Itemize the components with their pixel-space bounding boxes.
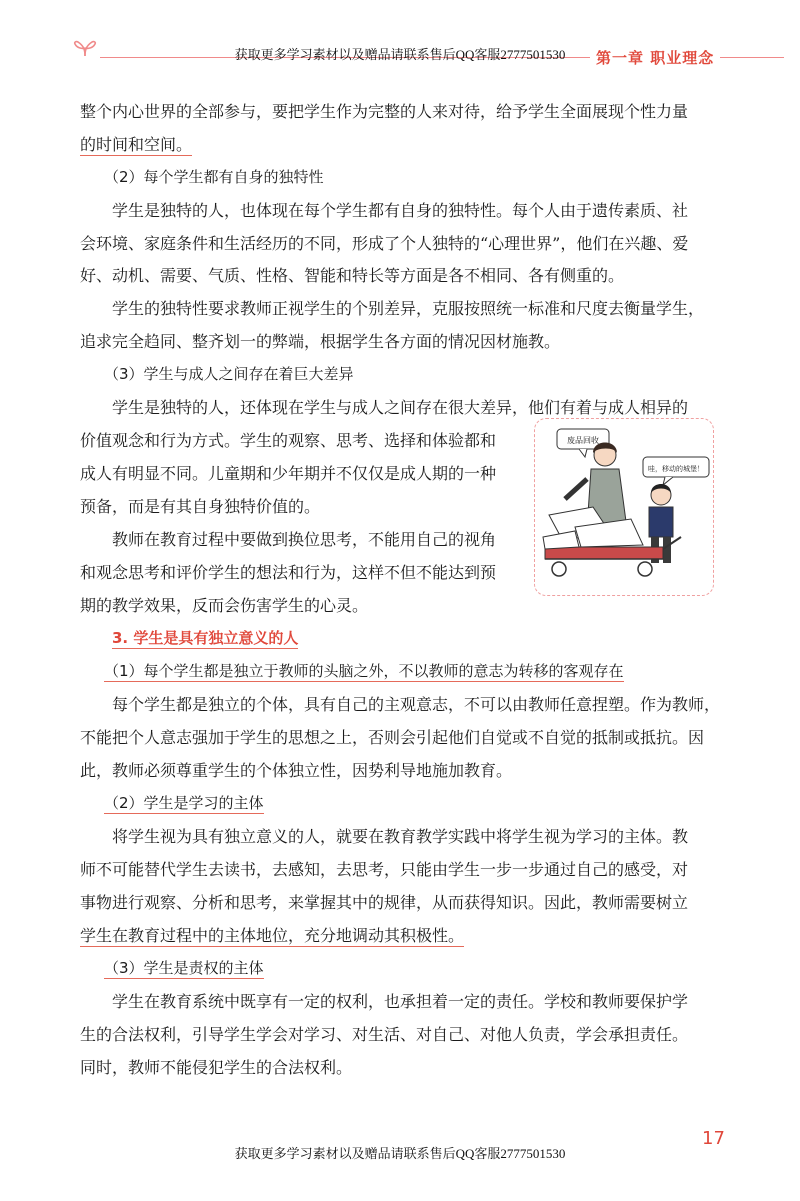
text-line [112,994,688,1010]
text-line [80,104,688,120]
subheading [104,961,264,976]
bubble-left-text: 废品回收 [567,436,599,445]
text-line [80,862,688,878]
text-line [112,203,688,219]
text-line [80,730,704,746]
section-heading [112,631,298,646]
recycling-scene-drawing [535,419,713,595]
text-line [80,334,560,350]
text-line [80,565,496,581]
header-watermark: 获取更多学习素材以及赠品请联系售后QQ客服2777501530 [234,47,566,62]
text-segment: 3. 学生是具有独立意义的人 [112,629,299,647]
text-segment: 此，教师必须尊重学生的个体独立性，因势利导地施加教育。 [80,761,513,780]
text-line [80,499,320,515]
text-line [80,137,192,153]
text-segment: 成人有明显不同。儿童期和少年期并不仅仅是成人期的一种 [80,464,497,483]
text-segment: （2）学生是学习的主体 [104,794,264,812]
text-segment: 学生在教育系统中既享有一定的权利，也承担着一定的责任。学校和教师要保护学 [112,992,689,1011]
page-number: 17 [702,1128,725,1149]
text-line [112,697,720,713]
text-segment: 事物进行观察、分析和思考，来掌握其中的规律，从而获得知识。因此，教师需要树立 [80,893,689,912]
text-segment: 追求完全趋同、整齐划一的弊端，根据学生各方面的情况因材施教。 [80,332,561,351]
text-line [80,466,496,482]
text-segment: 和观念思考和评价学生的想法和行为，这样不但不能达到预 [80,563,497,582]
subheading [104,796,264,811]
text-segment: 好、动机、需要、气质、性格、智能和特长等方面是各不相同、各有侧重的。 [80,266,625,285]
text-segment: （1）每个学生都是独立于教师的头脑之外，不以教师的意志为转移的客观存在 [104,662,624,680]
text-line [112,829,688,845]
text-segment: 教师在教育过程中要做到换位思考，不能用自己的视角 [112,530,497,549]
text-segment: 学生的独特性要求教师正视学生的个别差异，克服按照统一标准和尺度去衡量学生， [112,299,705,318]
text-line [80,1060,352,1076]
text-line [80,268,624,284]
text-segment: （3）学生是责权的主体 [104,959,264,977]
text-segment: 不能把个人意志强加于学生的思想之上，否则会引起他们自觉或不自觉的抵制或抵抗。因 [80,728,705,747]
text-segment: 的时间和空间。 [80,135,193,154]
text-segment: 每个学生都是独立的个体，具有自己的主观意志，不可以由教师任意捏塑。作为教师， [112,695,721,714]
cartoon-illustration [534,418,714,596]
chapter-title: 第一章 职业理念 [596,49,715,67]
text-segment: 预备，而是有其自身独特价值的。 [80,497,321,516]
text-line [80,1027,688,1043]
subheading [104,664,624,679]
text-line [80,895,688,911]
text-segment: 同时，教师不能侵犯学生的合法权利。 [80,1058,353,1077]
text-segment: 生的合法权利，引导学生学会对学习、对生活、对自己、对他人负责，学会承担责任。 [80,1025,689,1044]
text-line [112,532,496,548]
text-segment: 价值观念和行为方式。学生的观察、思考、选择和体验都和 [80,431,497,450]
text-line [80,928,464,944]
text-segment: 将学生视为具有独立意义的人，就要在教育教学实践中将学生视为学习的主体。教 [112,827,689,846]
text-segment: 整个内心世界的全部参与，要把学生作为完整的人来对待，给予学生全面展现个性力量 [80,102,689,121]
text-line [112,400,688,416]
bubble-right-text: 哇，移动的城堡！ [648,465,704,473]
footer-watermark: 获取更多学习素材以及赠品请联系售后QQ客服2777501530 [234,1146,566,1161]
text-segment: 学生是独特的人，还体现在学生与成人之间存在很大差异，他们有着与成人相异的 [112,398,689,417]
text-segment: （2）每个学生都有自身的独特性 [104,168,324,186]
text-segment: 期的教学效果，反而会伤害学生的心灵。 [80,596,369,615]
text-segment: 学生是独特的人，也体现在每个学生都有自身的独特性。每个人由于遗传素质、社 [112,201,689,220]
subheading [104,170,324,185]
text-line [80,433,496,449]
text-segment: 会环境、家庭条件和生活经历的不同，形成了个人独特的“心理世界”，他们在兴趣、爱 [80,234,689,253]
subheading [104,367,354,382]
text-line [80,598,368,614]
header-rule-right [720,57,784,58]
text-segment: （3）学生与成人之间存在着巨大差异 [104,365,354,383]
text-line [112,301,704,317]
text-segment: 学生在教育过程中的主体地位，充分地调动其积极性。 [80,926,465,945]
text-segment: 师不可能替代学生去读书，去感知，去思考，只能由学生一步一步通过自己的感受，对 [80,860,689,879]
text-line [80,763,512,779]
text-line [80,236,688,252]
